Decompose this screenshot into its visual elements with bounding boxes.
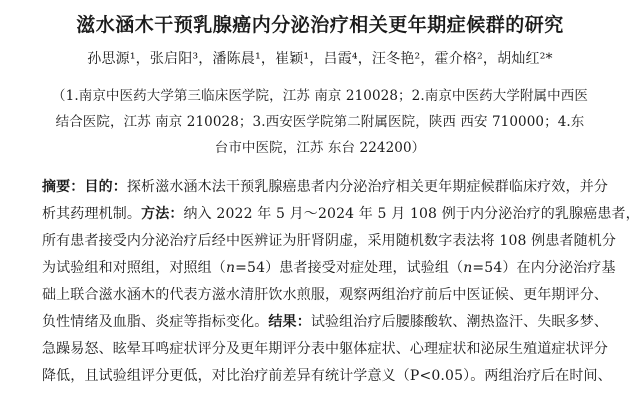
affiliation-line-3: 台市中医院，江苏 东台 224200） [214,140,426,156]
abstract-line-1 [42,176,620,196]
objective-text: 探析滋水涵木法干预乳腺癌患者内分泌治疗相关更年期症候群临床疗效，并分 [126,179,609,195]
abstract-line-8: 降低，且试验组评分更低，对比治疗前差异有统计学意义（P<0.05）。两组治疗后在时间、 [42,368,612,384]
method-text-1: 纳入 2022 年 5 月～2024 年 5 月 108 例于内分泌治疗的乳腺癌患者， [183,206,640,222]
n-symbol: n [463,260,473,276]
abstract-line-3: 所有患者接受内分泌治疗后经中医辨证为肝肾阴虚，采用随机数字表法将 108 例患者随机分 [42,233,617,249]
method-label: 方法： [141,206,184,222]
paper-title: 滋水涵木干预乳腺癌内分泌治疗相关更年期症候群的研究 [76,14,564,36]
abstract-label: 摘要： [42,179,85,195]
results-label: 结果： [268,314,311,330]
abstract-line-2 [42,203,640,223]
method-text-5: 负性情绪及血脂、炎症等指标变化。 [42,314,269,330]
abstract-line-7: 急躁易怒、眩晕耳鸣症状评分及更年期评分表中躯体症状、心理症状和泌尿生殖道症状评分 [42,341,608,357]
objective-label: 目的： [84,179,127,195]
abstract-line-5: 础上联合滋水涵木的代表方滋水清肝饮水煎服，观察两组治疗前后中医证候、更年期评分、 [42,287,608,303]
abstract-line-6 [42,311,620,331]
method-text-3a: 为试验组和对照组，对照组（ [42,260,226,276]
method-text-3b: =54）患者接受对症处理，试验组（ [235,260,464,276]
n-symbol: n [225,260,236,276]
abstract-line-4 [42,257,620,277]
affiliation-line-2: 结合医院，江苏 南京 210028；3.西安医学院第二附属医院，陕西 西安 710000；4.东 [55,114,585,130]
objective-text-cont: 析其药理机制。 [42,206,142,222]
method-text-3c: =54）在内分泌治疗基 [472,260,616,276]
results-text-1: 试验组治疗后腰膝酸软、潮热盗汗、失眠多梦、 [310,314,609,330]
affiliation-line-1: （1.南京中医药大学第三临床医学院，江苏 南京 210028；2.南京中医药大学附属中西医 [52,88,588,104]
author-list: 孙思源¹，张启阳³，潘陈晨¹，崔颖¹，吕霞⁴，汪冬艳²，霍介格²，胡灿红²* [87,51,553,67]
